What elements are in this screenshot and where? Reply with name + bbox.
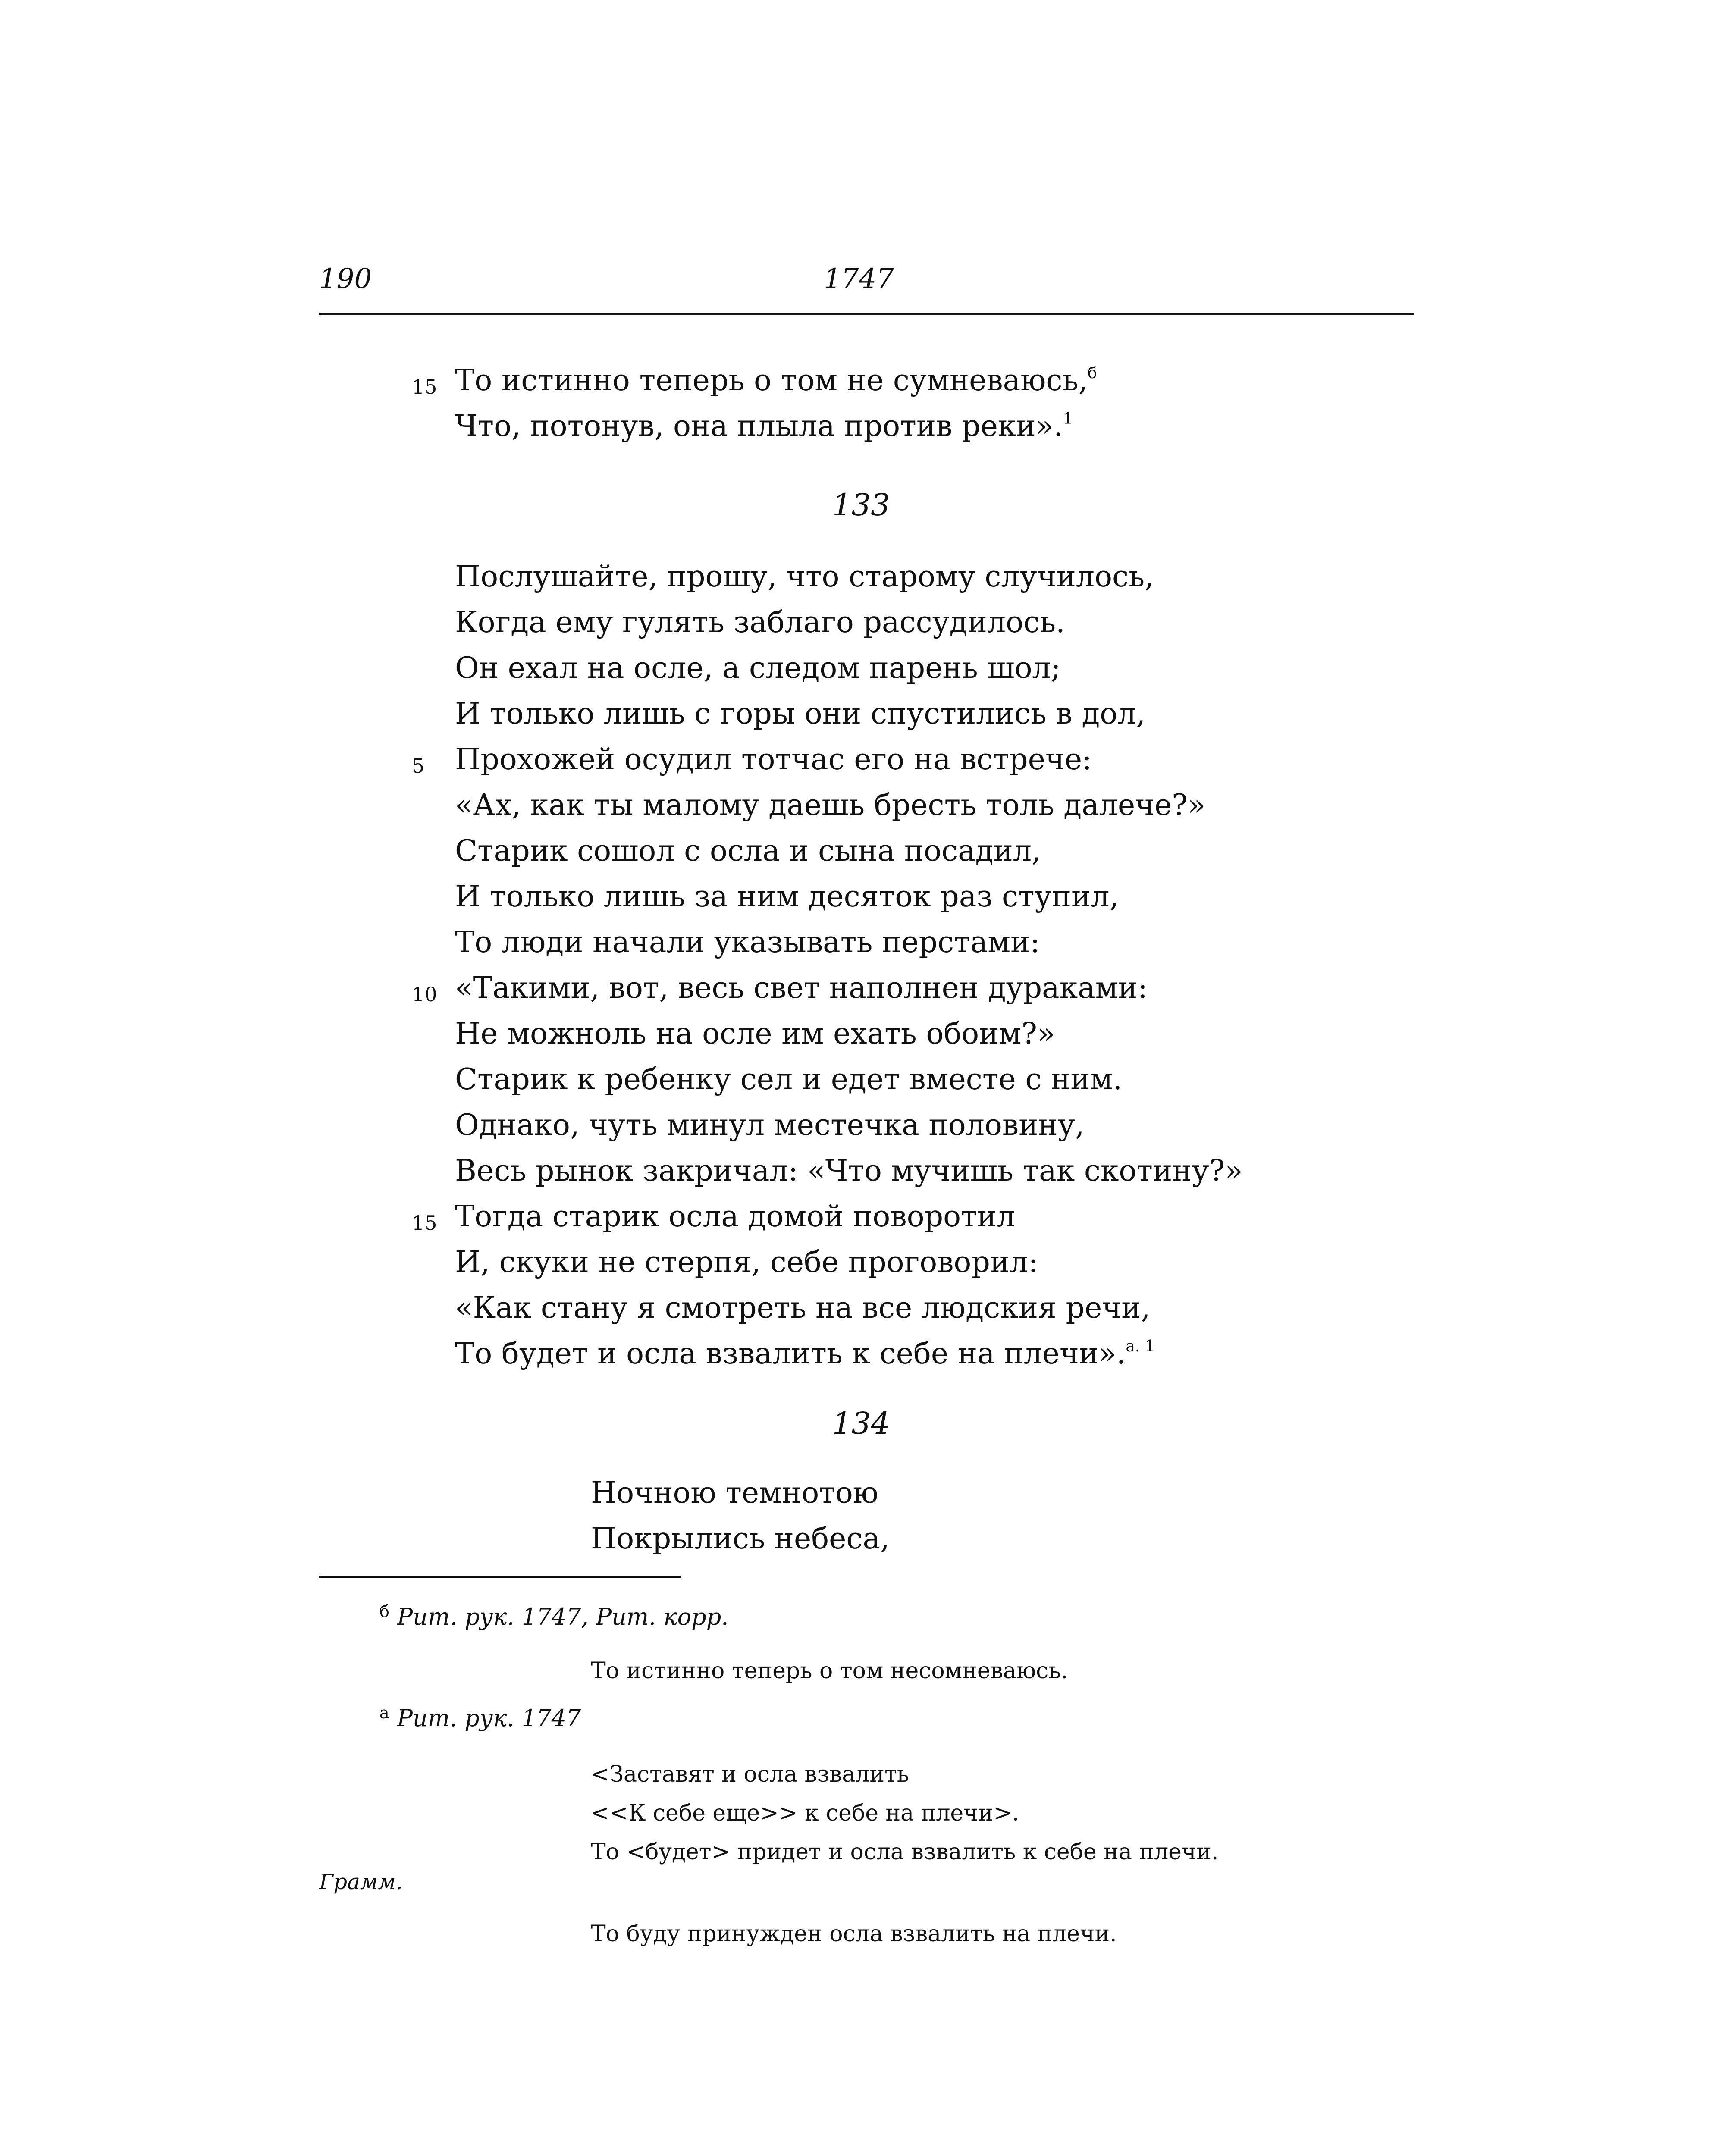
verse-text: «Как стану я смотреть на все людския речи,: [455, 1291, 1151, 1325]
poem-133: [412, 554, 1243, 1377]
footnote-a-variants: [591, 1755, 1219, 1871]
verse-line: [455, 404, 1097, 449]
footnote-a-source: [380, 1703, 581, 1732]
line-number: 5: [412, 754, 425, 777]
footnote-ref: а. 1: [1126, 1338, 1155, 1355]
verse-line: [591, 1516, 890, 1562]
verse-text: Когда ему гулять заблаго рассудилось.: [455, 605, 1065, 639]
verse-text: Старик к ребенку сел и едет вместе с ним.: [455, 1062, 1123, 1097]
source-text: Рит. рук. 1747: [397, 1705, 581, 1732]
verse-line: [455, 1011, 1243, 1057]
poem-number-133: 133: [832, 487, 890, 523]
verse-text: Прохожей осудил тотчас его на встрече:: [455, 743, 1092, 777]
footnote-ref: б: [1088, 364, 1097, 382]
footnote-mark: б: [380, 1602, 389, 1621]
verse-line: [455, 1331, 1243, 1377]
verse-line: [455, 1057, 1243, 1103]
verse-line: [455, 828, 1243, 874]
variant-line: То <будет> придет и осла взвалить к себе на плечи.: [591, 1839, 1219, 1865]
verse-text: Послушайте, прошу, что старому случилось,: [455, 560, 1154, 594]
verse-line: [412, 737, 1243, 783]
verse-text: Старик сошол с осла и сына посадил,: [455, 834, 1041, 868]
verse-text: Тогда старик осла домой поворотил: [455, 1200, 1016, 1234]
poem-134: [591, 1470, 890, 1562]
verse-text: «Такими, вот, весь свет наполнен дураками:: [455, 971, 1148, 1005]
verse-line: [455, 646, 1243, 691]
verse-text: Что, потонув, она плыла против реки».: [455, 409, 1063, 443]
verse-text: И только лишь за ним десяток раз ступил,: [455, 880, 1119, 914]
source-text: Рит. рук. 1747, Рит. корр.: [397, 1603, 729, 1630]
verse-text: То будет и осла взвалить к себе на плечи».: [455, 1337, 1126, 1371]
verse-text: Ночною темнотою: [591, 1476, 879, 1510]
verse-text: Весь рынок закричал: «Что мучишь так скотину?»: [455, 1154, 1243, 1188]
verse-line: [412, 1194, 1243, 1240]
verse-line: [455, 600, 1243, 646]
footnote-b-source: [380, 1602, 728, 1630]
verse-line: [591, 1470, 890, 1516]
footnote-rule: [319, 1576, 681, 1578]
verse-text: Не можноль на осле им ехать обоим?»: [455, 1017, 1055, 1051]
variant-line: <Заставят и осла взвалить: [591, 1761, 910, 1787]
verse-line: [455, 554, 1243, 600]
verse-line: [455, 1103, 1243, 1148]
poem-continuation: [412, 358, 1097, 449]
gramm-label: Грамм.: [319, 1869, 403, 1894]
verse-line: [455, 1148, 1243, 1194]
verse-line: [412, 358, 1097, 404]
page-header: [319, 263, 1414, 315]
running-head-year: 1747: [824, 263, 894, 295]
verse-line: [455, 920, 1243, 965]
footnote-ref: 1: [1063, 410, 1073, 428]
verse-text: И только лишь с горы они спустились в дол,: [455, 697, 1146, 731]
footnote-b-variant: То истинно теперь о том несомневаюсь.: [591, 1658, 1068, 1684]
line-number: 10: [412, 983, 437, 1006]
poem-number-134: 134: [832, 1406, 890, 1441]
verse-text: Однако, чуть минул местечка половину,: [455, 1108, 1085, 1142]
verse-text: То истинно теперь о том не сумневаюсь,: [455, 364, 1088, 398]
verse-line: [455, 691, 1243, 737]
page-number: 190: [319, 263, 372, 295]
gramm-variant: То буду принужден осла взвалить на плечи.: [591, 1921, 1117, 1947]
verse-text: То люди начали указывать перстами:: [455, 925, 1040, 959]
verse-line: [412, 965, 1243, 1011]
variant-line: <<К себе еще>> к себе на плечи>.: [591, 1800, 1019, 1826]
line-number: 15: [412, 375, 437, 398]
verse-line: [455, 1285, 1243, 1331]
verse-text: Он ехал на осле, а следом парень шол;: [455, 651, 1061, 685]
verse-text: Покрылись небеса,: [591, 1522, 890, 1556]
footnote-mark: а: [380, 1703, 389, 1722]
verse-line: [455, 874, 1243, 920]
verse-text: И, скуки не стерпя, себе проговорил:: [455, 1245, 1038, 1279]
line-number: 15: [412, 1211, 437, 1235]
header-rule: [319, 313, 1414, 315]
verse-line: [455, 783, 1243, 828]
verse-line: [455, 1240, 1243, 1285]
verse-text: «Ах, как ты малому даешь бресть толь далече?»: [455, 788, 1206, 822]
